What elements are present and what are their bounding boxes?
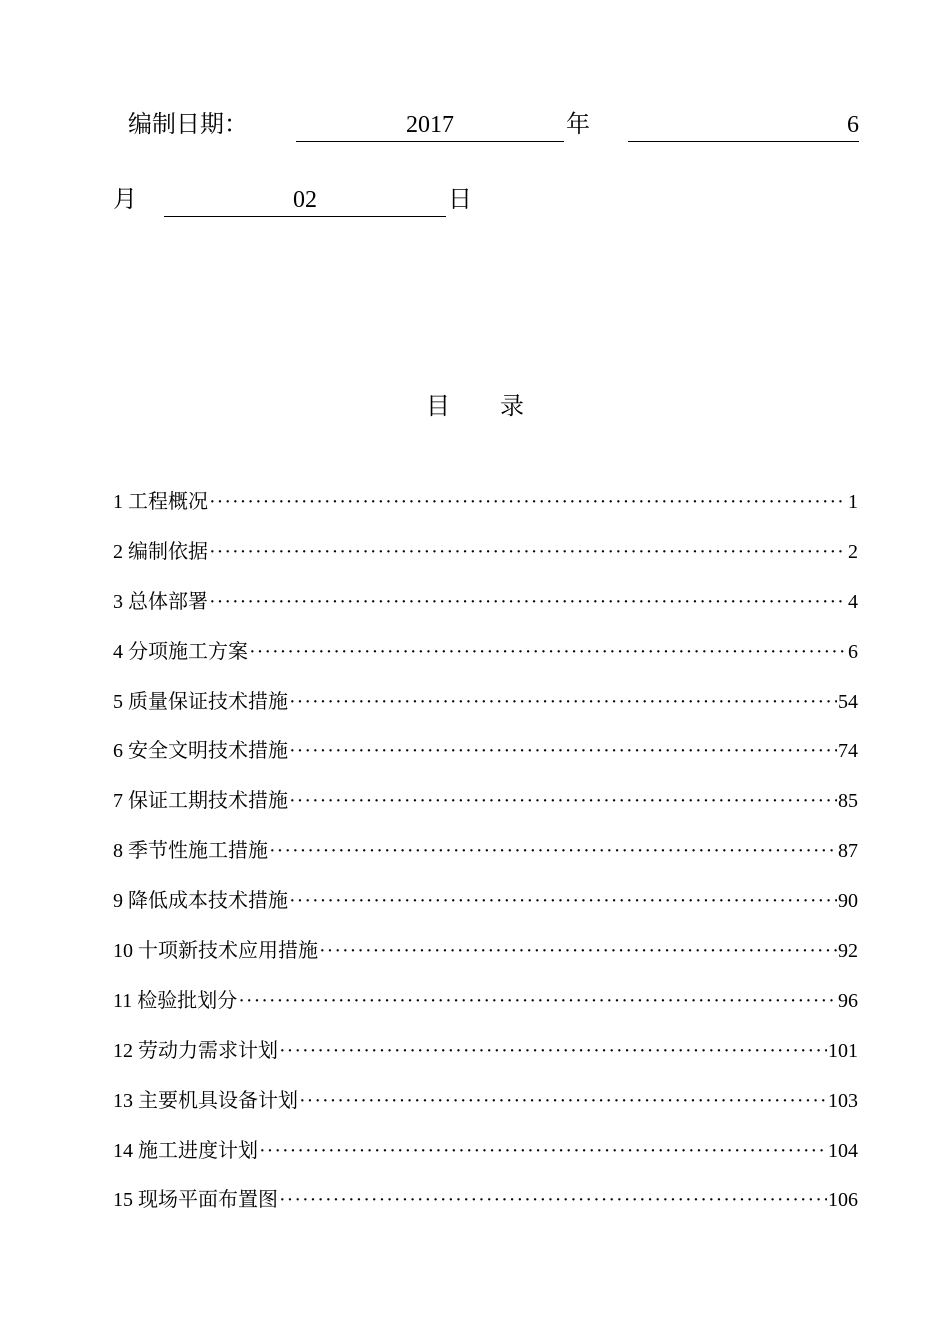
compile-date-line: [0, 108, 950, 142]
toc-entry[interactable]: [113, 837, 858, 887]
toc-leader-dots: [289, 887, 837, 915]
toc-entry[interactable]: [113, 787, 858, 837]
year-field: [296, 108, 564, 142]
toc-entry-label: 8 季节性施工措施: [113, 840, 268, 863]
month-value: 6: [847, 112, 859, 138]
toc-entry-page: 96: [838, 989, 858, 1012]
toc-entry-page: 90: [838, 890, 858, 913]
toc-entry[interactable]: [113, 737, 858, 787]
compile-date-label: 编制日期：: [128, 112, 248, 138]
toc-entry-label: 3 总体部署: [113, 590, 208, 613]
toc-leader-dots: [299, 1087, 827, 1115]
toc-entry-page: 54: [838, 690, 858, 713]
toc-entry[interactable]: [113, 538, 858, 588]
toc-leader-dots: [269, 837, 837, 865]
toc-leader-dots: [209, 538, 847, 566]
toc-entry-label: 10 十项新技术应用措施: [113, 940, 318, 963]
toc-entry-label: 7 保证工期技术措施: [113, 790, 288, 813]
toc-entry[interactable]: [113, 887, 858, 937]
toc-entry-label: 5 质量保证技术措施: [113, 690, 288, 713]
month-unit: 月: [113, 187, 137, 213]
toc-entry-page: 85: [838, 790, 858, 813]
toc-entry-page: 2: [848, 540, 858, 563]
toc-entry-label: 1 工程概况: [113, 491, 208, 513]
month-field: [628, 108, 859, 142]
day-value: 02: [293, 187, 317, 213]
toc-leader-dots: [289, 688, 837, 716]
day-field: [164, 183, 446, 217]
toc-entry-page: 106: [828, 1189, 858, 1212]
toc-leader-dots: [289, 787, 837, 815]
toc-entry-label: 4 分项施工方案: [113, 640, 248, 663]
toc-entry[interactable]: [113, 1037, 858, 1087]
toc-leader-dots: [209, 488, 847, 516]
toc-entry[interactable]: [113, 1186, 858, 1236]
toc-entry[interactable]: [113, 688, 858, 738]
toc-entry-label: 6 安全文明技术措施: [113, 740, 288, 763]
toc-leader-dots: [259, 1137, 827, 1165]
toc-entry-label: 14 施工进度计划: [113, 1139, 258, 1162]
day-unit: 日: [448, 187, 472, 213]
year-value: 2017: [406, 112, 454, 138]
toc-entry-page: 103: [828, 1089, 858, 1112]
toc-list: [113, 488, 858, 1236]
toc-entry[interactable]: [113, 638, 858, 688]
toc-title: 目录: [426, 394, 574, 420]
toc-entry-page: 101: [828, 1039, 858, 1062]
toc-entry[interactable]: [113, 488, 858, 538]
year-unit: 年: [566, 112, 590, 138]
toc-entry-label: 12 劳动力需求计划: [113, 1039, 278, 1062]
toc-entry[interactable]: [113, 1087, 858, 1137]
toc-leader-dots: [209, 588, 847, 616]
toc-entry[interactable]: [113, 588, 858, 638]
toc-leader-dots: [249, 638, 847, 666]
toc-leader-dots: [319, 937, 837, 965]
toc-entry-page: 1: [848, 491, 858, 513]
toc-entry-page: 104: [828, 1139, 858, 1162]
toc-entry-label: 13 主要机具设备计划: [113, 1089, 298, 1112]
toc-entry-page: 87: [838, 840, 858, 863]
toc-entry-label: 15 现场平面布置图: [113, 1189, 278, 1212]
toc-entry-label: 2 编制依据: [113, 540, 208, 563]
toc-leader-dots: [238, 987, 837, 1015]
toc-leader-dots: [279, 1186, 827, 1214]
toc-entry-page: 4: [848, 590, 858, 613]
toc-leader-dots: [279, 1037, 827, 1065]
toc-entry-page: 74: [838, 740, 858, 763]
toc-entry-label: 11 检验批划分: [113, 989, 238, 1012]
toc-entry[interactable]: [113, 1137, 858, 1187]
toc-entry[interactable]: [113, 987, 858, 1037]
compile-date-line-2: [0, 183, 950, 217]
toc-entry-page: 6: [848, 640, 858, 663]
toc-leader-dots: [289, 737, 837, 765]
toc-entry-label: 9 降低成本技术措施: [113, 890, 288, 913]
toc-entry[interactable]: [113, 937, 858, 987]
toc-entry-page: 92: [838, 940, 858, 963]
